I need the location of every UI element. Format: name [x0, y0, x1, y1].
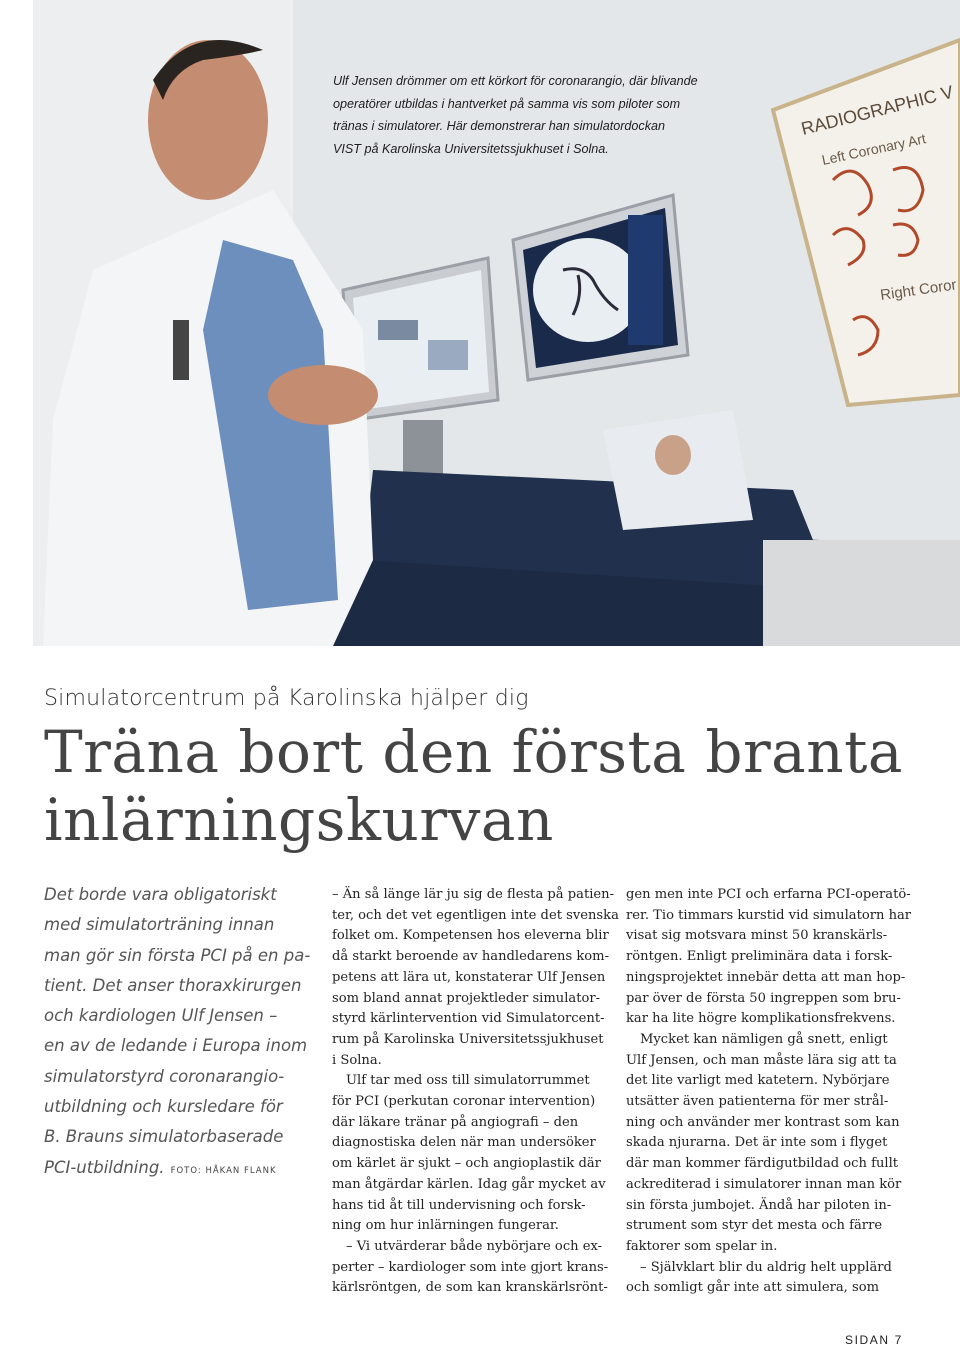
- body-column-2: [332, 885, 619, 1299]
- body-line: Mycket kan nämligen gå snett, enligt: [640, 1031, 888, 1047]
- body-line: Ulf Jensen, och man måste lära sig att ta: [626, 1052, 897, 1068]
- body-line: par över de första 50 ingreppen som bru-: [626, 990, 901, 1006]
- body-line: som bland annat projektleder simulator-: [332, 990, 601, 1006]
- body-line: skada njurarna. Det är inte som i flyget: [626, 1135, 888, 1151]
- svg-text:Right Coror: Right Coror: [879, 276, 958, 304]
- body-line: – Självklart blir du aldrig helt upplärd: [640, 1259, 892, 1275]
- photo-credit: FOTO: HÅKAN FLANK: [170, 1165, 277, 1176]
- body-line: petens att lära ut, konstaterar Ulf Jensen: [332, 969, 606, 985]
- body-line: perter – kardiologer som inte gjort krans-: [332, 1259, 609, 1275]
- body-line: där man kommer färdigutbildad och fullt: [626, 1156, 899, 1172]
- ingress-line: med simulatorträning innan: [44, 915, 275, 935]
- ingress-line: B. Brauns simulatorbaserade: [44, 1127, 284, 1147]
- body-line: kärlsröntgen, de som kan kranskärlsrönt-: [332, 1280, 608, 1296]
- ingress-line: utbildning och kursledare för: [44, 1097, 283, 1117]
- svg-text:Left Coronary Art: Left Coronary Art: [820, 130, 928, 168]
- body-line: rum på Karolinska Universitetssjukhuset: [332, 1031, 604, 1047]
- body-line: där läkare tränar på angiografi – den: [332, 1114, 579, 1130]
- ingress-line: tient. Det anser thoraxkirurgen: [44, 975, 302, 995]
- kicker: Simulatorcentrum på Karolinska hjälper dig: [44, 686, 529, 711]
- body-line: ningsprojektet innebär detta att man hop-: [626, 969, 906, 985]
- body-line: ter, och det vet egentligen inte det svenska: [332, 907, 619, 923]
- body-line: Ulf tar med oss till simulatorrummet: [346, 1073, 590, 1089]
- person-background: [603, 410, 753, 530]
- caption-line: tränas i simulatorer. Här demonstrerar han simulatordockan: [333, 119, 666, 133]
- body-line: rer. Tio timmars kurstid vid simulatorn har: [626, 907, 912, 923]
- body-line: för PCI (perkutan coronar intervention): [332, 1094, 596, 1110]
- body-line: det lite varligt med katetern. Nybörjare: [626, 1073, 890, 1089]
- svg-text:RADIOGRAPHIC V: RADIOGRAPHIC V: [799, 81, 956, 139]
- body-line: ackrediterad i simulatorer innan man kör: [626, 1176, 902, 1192]
- body-line: styrd kärlintervention vid Simulatorcent-: [332, 1011, 605, 1027]
- body-line: då starkt beroende av handledarens kom-: [332, 949, 610, 965]
- ingress-line: [44, 1153, 294, 1186]
- caption-line: operatörer utbildas i hantverket på samma vis som piloter som: [333, 96, 681, 111]
- ingress: [44, 880, 311, 1186]
- body-line: diagnostiska delen när man undersöker: [332, 1135, 596, 1151]
- body-line: – Än så länge lär ju sig de flesta på patien-: [332, 887, 615, 902]
- photo-caption: [333, 70, 713, 160]
- headline: [44, 718, 903, 854]
- body-line: hans tid åt till undervisning och forsk-: [332, 1197, 586, 1213]
- body-line: strument som styr det mesta och färre: [626, 1218, 883, 1234]
- body-line: och somligt går inte att simulera, som: [626, 1280, 880, 1296]
- ingress-line: en av de ledande i Europa inom: [44, 1036, 308, 1056]
- caption-line: Ulf Jensen drömmer om ett körkort för coronarangio, där blivande: [333, 74, 698, 88]
- body-line: gen men inte PCI och erfarna PCI-operatö-: [626, 887, 911, 902]
- body-line: sin första jumbojet. Ändå har piloten in-: [626, 1197, 892, 1213]
- body-line: faktorer som spelar in.: [626, 1238, 778, 1254]
- caption-line: VIST på Karolinska Universitetssjukhuset i Solna.: [333, 141, 609, 156]
- ingress-line: Det borde vara obligatoriskt: [44, 885, 277, 904]
- body-column-3: [626, 885, 912, 1299]
- article-photo: [33, 0, 960, 646]
- ingress-last-text: PCI-utbildning.: [44, 1157, 165, 1177]
- ingress-line: simulatorstyrd coronarangio-: [44, 1066, 285, 1086]
- body-line: ning och använder mer kontrast som kan: [626, 1114, 900, 1130]
- headline-line: Träna bort den första branta: [44, 718, 903, 786]
- body-line: – Vi utvärderar både nybörjare och ex-: [346, 1238, 603, 1254]
- body-line: kar ha lite högre komplikationsfrekvens.: [626, 1011, 896, 1027]
- body-line: man åtgärdar kärlen. Idag går mycket av: [332, 1176, 606, 1192]
- body-line: röntgen. Enligt preliminära data i forsk-: [626, 949, 893, 965]
- body-line: i Solna.: [332, 1052, 382, 1068]
- ingress-line: man gör sin första PCI på en pa-: [44, 945, 311, 965]
- body-line: visat sig motsvara minst 50 kranskärls-: [626, 928, 888, 944]
- ingress-line: och kardiologen Ulf Jensen –: [44, 1006, 278, 1026]
- body-line: folket om. Kompetensen hos eleverna blir: [332, 928, 609, 944]
- body-line: utsätter även patienterna för mer strål-: [626, 1094, 889, 1110]
- page-number: SIDAN 7: [845, 1333, 903, 1347]
- headline-line: inlärningskurvan: [44, 786, 554, 854]
- body-line: ning om hur inlärningen fungerar.: [332, 1218, 559, 1234]
- body-line: om kärlet är sjukt – och angioplastik där: [332, 1156, 601, 1172]
